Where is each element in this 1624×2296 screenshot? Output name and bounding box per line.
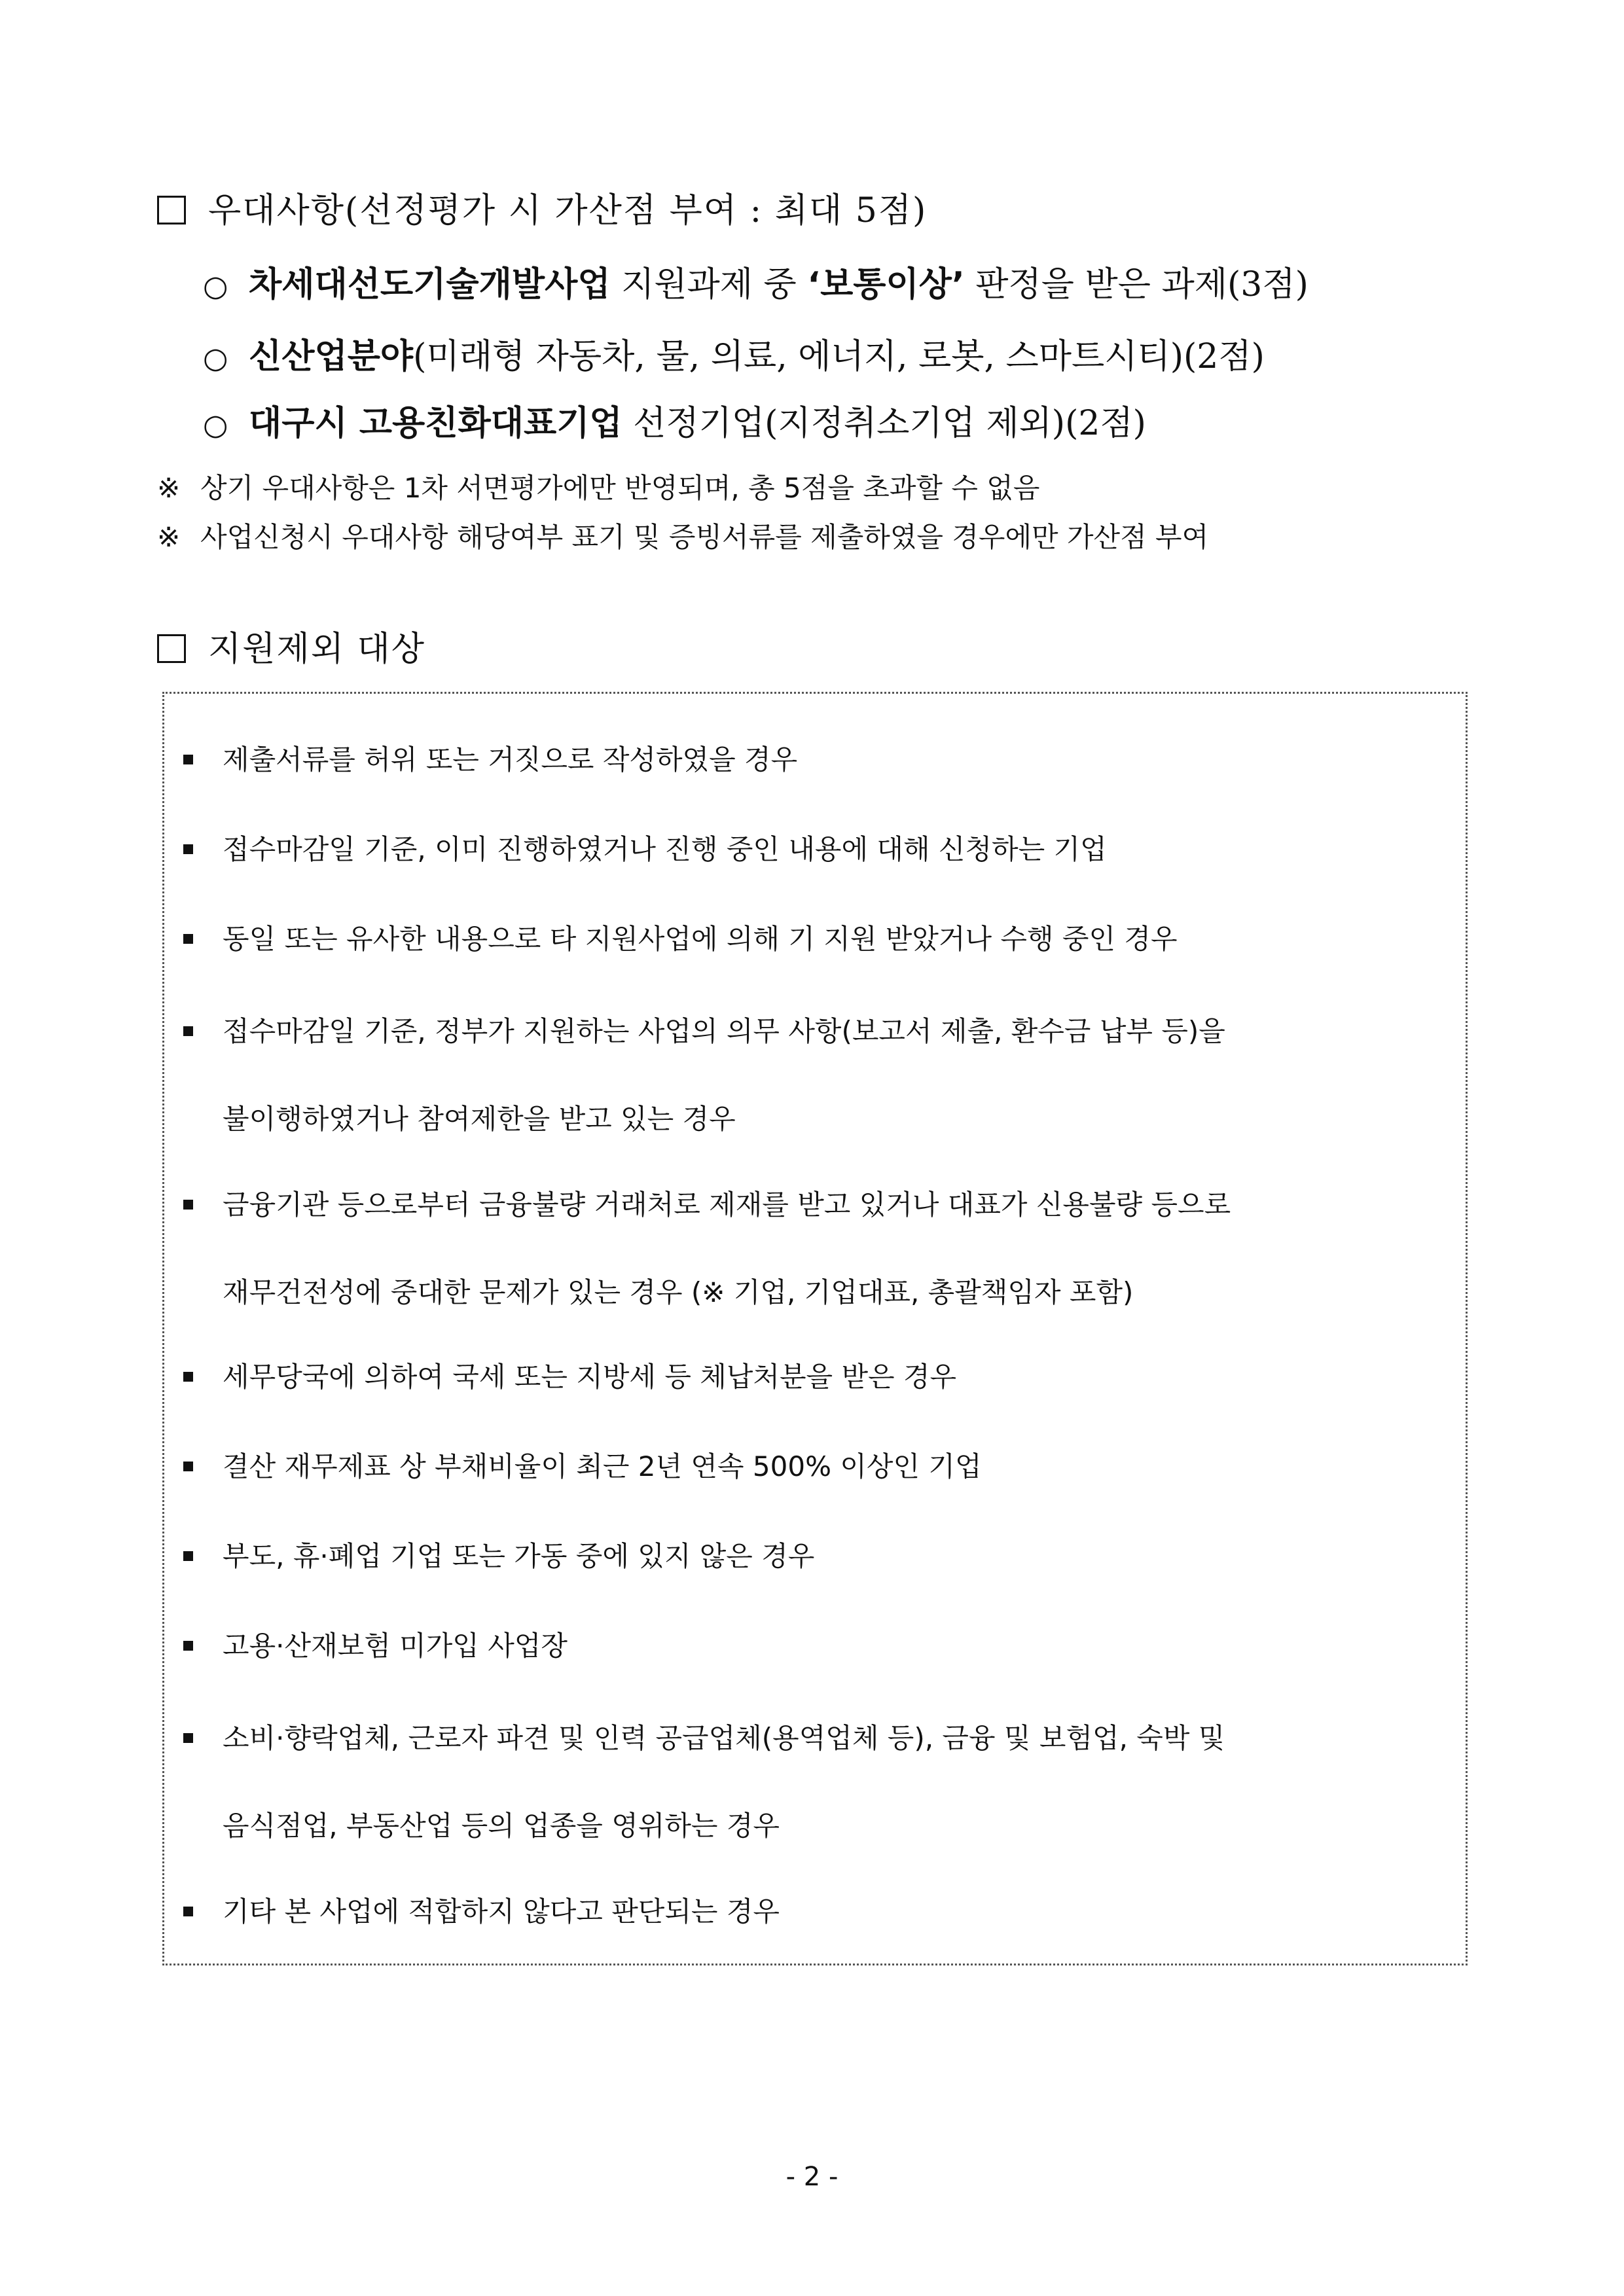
square-bullet-icon [183, 1462, 193, 1471]
note-line [157, 519, 1208, 556]
square-bullet-icon [183, 755, 193, 764]
exclusion-item [183, 1538, 1453, 1575]
circle-bullet-icon: ○ [203, 342, 228, 375]
exclusion-item [183, 1359, 1453, 1395]
page-number: - 2 - [785, 2162, 839, 2192]
preference-item [203, 336, 1265, 380]
circle-bullet-icon: ○ [203, 408, 228, 442]
section-title-preferences [157, 190, 927, 232]
note-line [157, 470, 1039, 507]
preference-text: (미래형 자동차, 물, 의료, 에너지, 로봇, 스마트시티)(2점) [413, 337, 1265, 376]
square-bullet-icon [183, 1641, 193, 1651]
exclusion-text-continued: 음식점업, 부동산업 등의 업종을 영위하는 경우 [223, 1810, 780, 1842]
preference-bold-text: 대구시 고용친화대표기업 [249, 404, 623, 443]
exclusion-item [183, 921, 1453, 958]
section-title-text: 지원제외 대상 [208, 630, 425, 669]
checkbox-icon [157, 634, 186, 663]
exclusion-text: 소비·향락업체, 근로자 파견 및 인력 공급업체(용역업체 등), 금융 및 보험업, 숙박 및 [223, 1722, 1225, 1754]
exclusion-text: 접수마감일 기준, 이미 진행하였거나 진행 중인 내용에 대해 신청하는 기업 [223, 833, 1107, 865]
section-title-exclusions [157, 628, 425, 670]
exclusion-text: 금융기관 등으로부터 금융불량 거래처로 제재를 받고 있거나 대표가 신용불량 등으로 [223, 1189, 1231, 1221]
preference-bold-text: ‘보통이상’ [807, 265, 965, 304]
square-bullet-icon [183, 1200, 193, 1210]
square-bullet-icon [183, 1733, 193, 1743]
exclusion-item [183, 1893, 1453, 1930]
exclusion-text: 동일 또는 유사한 내용으로 타 지원사업에 의해 기 지원 받았거나 수행 중인 경우 [223, 923, 1178, 955]
reference-mark-icon: ※ [157, 521, 181, 553]
preference-item [203, 403, 1146, 446]
square-bullet-icon [183, 844, 193, 854]
checkbox-icon [157, 196, 186, 224]
square-bullet-icon [183, 934, 193, 944]
square-bullet-icon [183, 1026, 193, 1036]
preference-bold-text: 신산업분야 [249, 337, 414, 376]
square-bullet-icon [183, 1372, 193, 1382]
note-text: 사업신청시 우대사항 해당여부 표기 및 증빙서류를 제출하였을 경우에만 가산점 부여 [200, 521, 1209, 553]
circle-bullet-icon: ○ [203, 270, 228, 303]
exclusion-item [183, 1013, 1453, 1138]
note-text: 상기 우대사항은 1차 서면평가에만 반영되며, 총 5점을 초과할 수 없음 [200, 472, 1040, 504]
preference-text: 판정을 받은 과제(3점) [964, 265, 1308, 304]
exclusion-text: 세무당국에 의하여 국세 또는 지방세 등 체납처분을 받은 경우 [223, 1361, 957, 1393]
exclusion-text-continued: 재무건전성에 중대한 문제가 있는 경우 (※ 기업, 기업대표, 총괄책임자 포함) [223, 1276, 1134, 1308]
exclusion-text: 결산 재무제표 상 부채비율이 최근 2년 연속 500% 이상인 기업 [223, 1450, 982, 1482]
preference-item [203, 264, 1308, 308]
square-bullet-icon [183, 1551, 193, 1561]
exclusion-text: 접수마감일 기준, 정부가 지원하는 사업의 의무 사항(보고서 제출, 환수금 납부 등)을 [223, 1015, 1225, 1047]
exclusion-item [183, 1628, 1453, 1664]
exclusion-item [183, 1448, 1453, 1485]
preference-text: 선정기업(지정취소기업 제외)(2점) [622, 404, 1146, 443]
preference-text: 지원과제 중 [610, 265, 808, 304]
exclusion-item [183, 1720, 1453, 1844]
exclusion-item [183, 831, 1453, 868]
exclusion-item [183, 742, 1453, 778]
exclusion-text: 기타 본 사업에 적합하지 않다고 판단되는 경우 [223, 1895, 780, 1928]
section-title-text: 우대사항(선정평가 시 가산점 부여 : 최대 5점) [208, 191, 928, 230]
exclusion-text: 고용·산재보험 미가입 사업장 [223, 1630, 568, 1662]
exclusion-text: 부도, 휴·폐업 기업 또는 가동 중에 있지 않은 경우 [223, 1540, 815, 1572]
exclusion-text-continued: 불이행하였거나 참여제한을 받고 있는 경우 [223, 1103, 736, 1135]
exclusion-item [183, 1187, 1453, 1311]
exclusion-text: 제출서류를 허위 또는 거짓으로 작성하였을 경우 [223, 744, 798, 776]
reference-mark-icon: ※ [157, 472, 181, 504]
preference-bold-text: 차세대선도기술개발사업 [249, 265, 611, 304]
square-bullet-icon [183, 1907, 193, 1916]
